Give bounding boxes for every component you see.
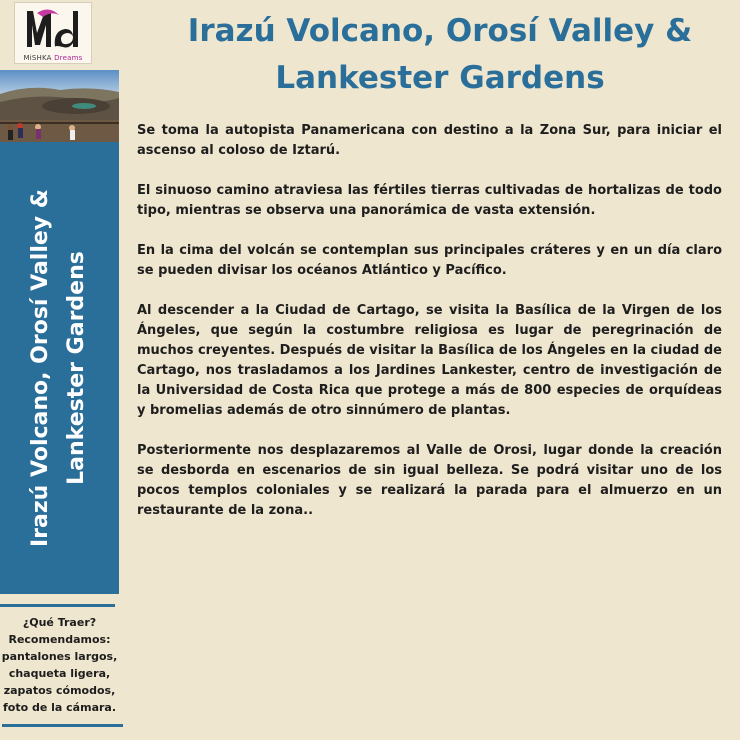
what-to-bring-box — [0, 614, 119, 716]
vertical-title — [23, 148, 95, 588]
vertical-title-line2: Lankester Gardens — [64, 251, 89, 485]
sidebar-divider-bottom — [2, 724, 123, 727]
paragraph: Posteriormente nos desplazaremos al Valle de Orosi, lugar donde la creación se desborda en escenarios de sin igual belleza. Se podrá visitar uno de los pocos templos coloniales y se realizará la parada para el almuerzo en un restaurante de la zona.. — [137, 443, 722, 518]
mishka-dreams-logo — [14, 2, 92, 64]
paragraph: El sinuoso camino atraviesa las fértiles tierras cultivadas de hortalizas de todo tipo, mientras se observa una panorámica de vasta extensión. — [137, 183, 722, 218]
paragraph: Se toma la autopista Panamericana con destino a la Zona Sur, para iniciar el ascenso al coloso de Iztarú. — [137, 123, 722, 158]
page-title — [140, 8, 740, 102]
tour-description — [137, 121, 722, 541]
bring-line: foto de la cámara. — [2, 701, 117, 714]
page-title-line1: Irazú Volcano, Orosí Valley & — [187, 13, 693, 49]
bring-line: Recomendamos: — [8, 633, 111, 646]
logo-mark-icon — [15, 3, 91, 51]
bring-line: pantalones largos, — [1, 650, 118, 663]
bring-heading: ¿Qué Traer? — [22, 616, 97, 629]
bring-line: zapatos cómodos, — [3, 684, 116, 697]
bring-line: chaqueta ligera, — [8, 667, 111, 680]
paragraph: En la cima del volcán se contemplan sus principales cráteres y en un día claro se pueden divisar los océanos Atlántico y Pacífico. — [137, 243, 722, 278]
logo-tag: Dreams — [54, 54, 83, 62]
vertical-title-line1: Irazú Volcano, Orosí Valley & — [28, 189, 53, 547]
sidebar-divider-top — [0, 604, 115, 607]
logo-name: MiSHKA — [23, 54, 52, 62]
paragraph: Al descender a la Ciudad de Cartago, se visita la Basílica de la Virgen de los Ángeles, que según la costumbre religiosa es lugar de peregrinación de muchos creyentes. Después de visitar la Basílica de los Ángeles en la ciudad de Cartago, nos trasladamos a los Jardines Lankester, centro de investigación de la Universidad de Costa Rica que protege a más de 800 especies de orquídeas y bromelias además de otro sinnúmero de plantas. — [137, 303, 722, 418]
page-title-line2: Lankester Gardens — [275, 60, 605, 96]
volcano-crater-photo — [0, 70, 119, 142]
